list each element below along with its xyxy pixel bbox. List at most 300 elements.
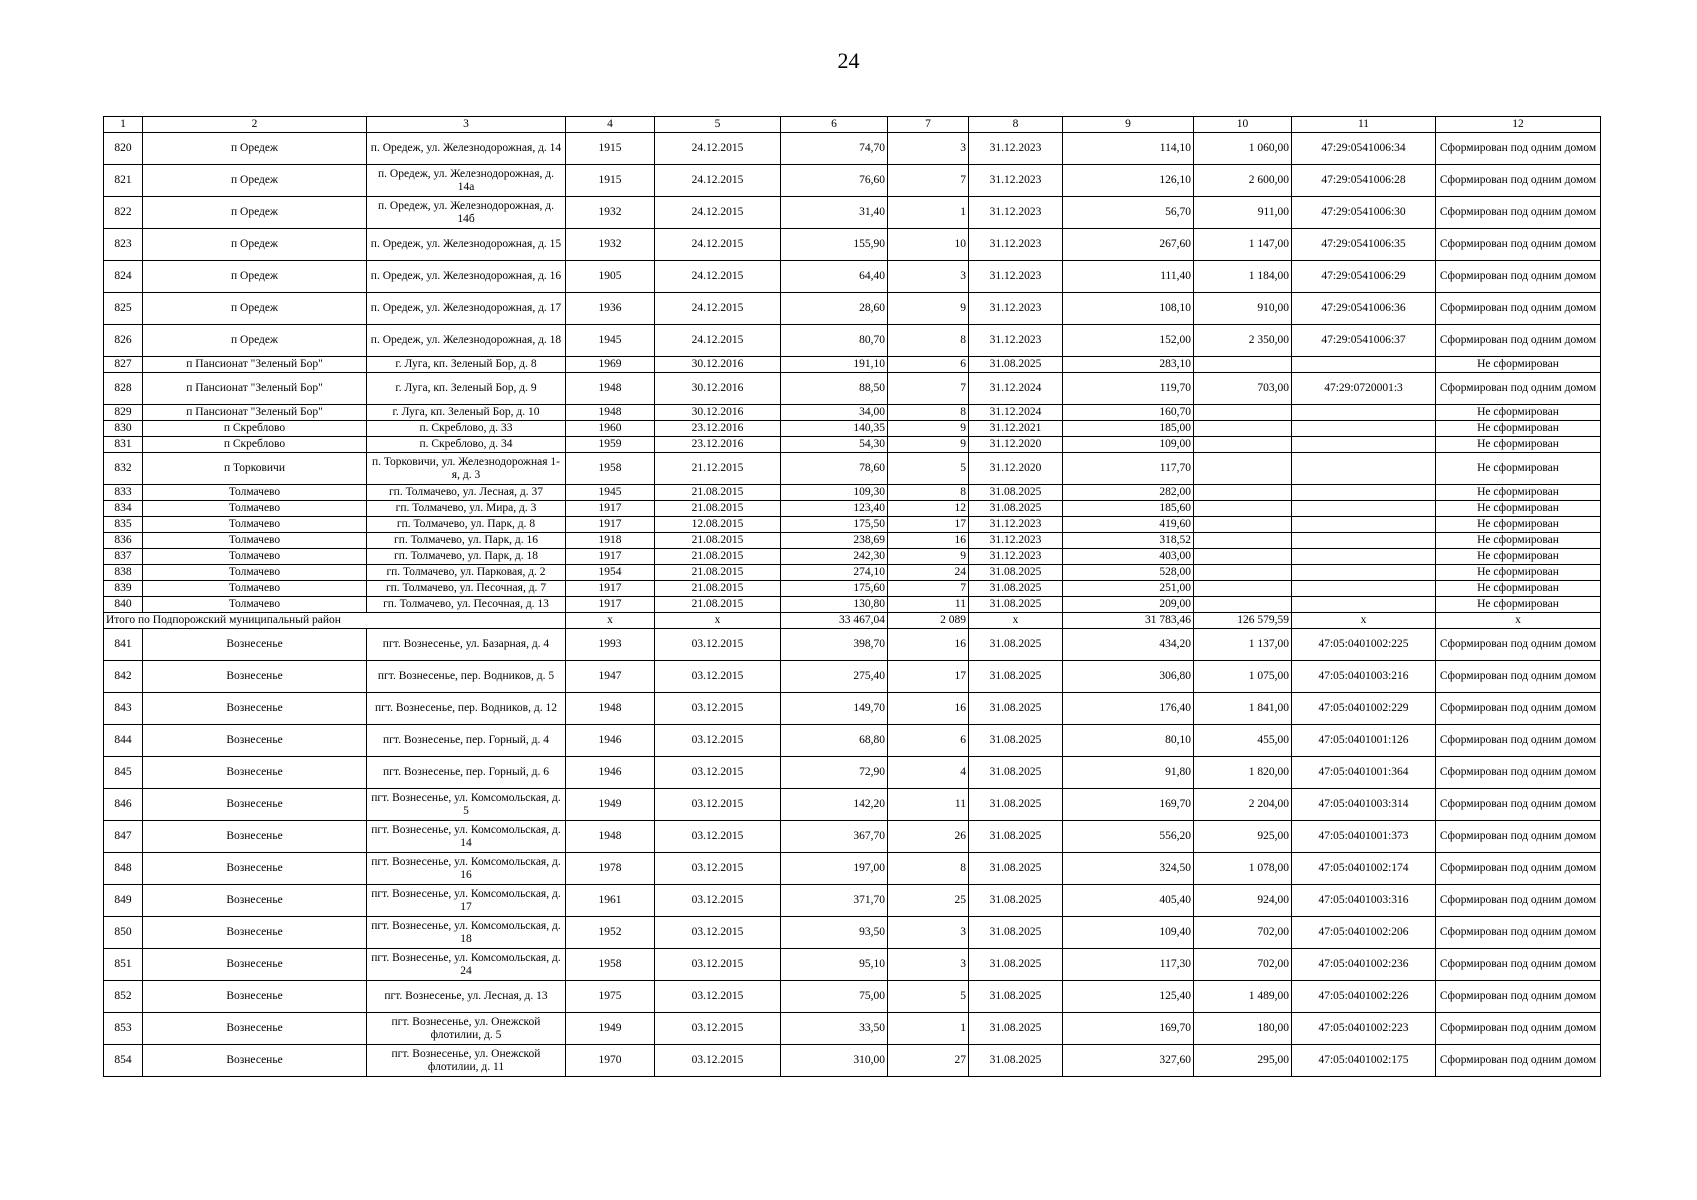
address-cell: п. Оредеж, ул. Железнодорожная, д. 15 — [367, 229, 566, 261]
cadastral-number-cell — [1292, 421, 1436, 437]
land-status-cell: Сформирован под одним домом — [1436, 261, 1601, 293]
date-cell: 21.12.2015 — [655, 453, 781, 485]
row-number-cell: 851 — [104, 949, 143, 981]
cadastral-number-cell — [1292, 405, 1436, 421]
land-area-cell — [1194, 501, 1292, 517]
area-cell: 155,90 — [781, 229, 888, 261]
land-status-cell: Сформирован под одним домом — [1436, 757, 1601, 789]
cadastral-number-cell: 47:05:0401002:175 — [1292, 1045, 1436, 1077]
deadline-cell: 31.08.2025 — [969, 789, 1063, 821]
cadastral-number-cell: 47:05:0401002:225 — [1292, 629, 1436, 661]
land-status-cell: Сформирован под одним домом — [1436, 725, 1601, 757]
date-cell: 03.12.2015 — [655, 629, 781, 661]
row-number-cell: 848 — [104, 853, 143, 885]
row-number-cell: 838 — [104, 565, 143, 581]
year-cell: 1932 — [566, 229, 655, 261]
residents-cell: 5 — [888, 453, 969, 485]
land-area-cell: 1 078,00 — [1194, 853, 1292, 885]
row-number-cell: 826 — [104, 325, 143, 357]
land-status-cell: Не сформирован — [1436, 533, 1601, 549]
land-status-cell: Не сформирован — [1436, 421, 1601, 437]
address-cell: гп. Толмачево, ул. Парк, д. 18 — [367, 549, 566, 565]
residents-cell: 7 — [888, 373, 969, 405]
residents-cell: 11 — [888, 597, 969, 613]
area-total-cell: 176,40 — [1063, 693, 1194, 725]
address-cell: пгт. Вознесенье, пер. Горный, д. 4 — [367, 725, 566, 757]
cadastral-number-cell: 47:05:0401002:174 — [1292, 853, 1436, 885]
settlement-cell: п Скреблово — [143, 437, 367, 453]
row-number-cell: 834 — [104, 501, 143, 517]
address-cell: п. Скреблово, д. 34 — [367, 437, 566, 453]
deadline-cell: 31.12.2020 — [969, 437, 1063, 453]
settlement-cell: п Оредеж — [143, 325, 367, 357]
settlement-cell: Вознесенье — [143, 853, 367, 885]
date-cell: 03.12.2015 — [655, 693, 781, 725]
deadline-cell: 31.12.2023 — [969, 229, 1063, 261]
area-total-cell: 251,00 — [1063, 581, 1194, 597]
residents-cell: 9 — [888, 549, 969, 565]
land-status-cell: Сформирован под одним домом — [1436, 133, 1601, 165]
land-status-cell: Не сформирован — [1436, 485, 1601, 501]
date-cell: 21.08.2015 — [655, 533, 781, 549]
cadastral-number-cell: 47:05:0401001:364 — [1292, 757, 1436, 789]
year-cell: 1970 — [566, 1045, 655, 1077]
cadastral-number-cell: 47:05:0401002:206 — [1292, 917, 1436, 949]
table-row — [104, 1013, 1601, 1045]
settlement-cell: Вознесенье — [143, 885, 367, 917]
area-total-cell: 126,10 — [1063, 165, 1194, 197]
residents-cell: 4 — [888, 757, 969, 789]
area-total-cell: 403,00 — [1063, 549, 1194, 565]
area-cell: 274,10 — [781, 565, 888, 581]
table-row — [104, 133, 1601, 165]
area-total-cell: 209,00 — [1063, 597, 1194, 613]
address-cell: гп. Толмачево, ул. Парковая, д. 2 — [367, 565, 566, 581]
date-cell: 21.08.2015 — [655, 501, 781, 517]
land-status-cell: Сформирован под одним домом — [1436, 821, 1601, 853]
column-number: 3 — [367, 117, 566, 133]
cadastral-number-cell — [1292, 501, 1436, 517]
deadline-cell: 31.08.2025 — [969, 485, 1063, 501]
cadastral-number-cell: 47:29:0541006:36 — [1292, 293, 1436, 325]
residents-cell: 12 — [888, 501, 969, 517]
cadastral-number-cell — [1292, 357, 1436, 373]
area-total-cell: 111,40 — [1063, 261, 1194, 293]
year-cell: 1948 — [566, 821, 655, 853]
land-status-cell: Не сформирован — [1436, 565, 1601, 581]
land-area-cell — [1194, 405, 1292, 421]
settlement-cell: Толмачево — [143, 533, 367, 549]
year-cell: 1936 — [566, 293, 655, 325]
deadline-cell: 31.08.2025 — [969, 693, 1063, 725]
area-cell: 371,70 — [781, 885, 888, 917]
row-number-cell: 822 — [104, 197, 143, 229]
land-status-cell: Не сформирован — [1436, 437, 1601, 453]
table-row — [104, 949, 1601, 981]
area-cell: 33,50 — [781, 1013, 888, 1045]
address-cell: пгт. Вознесенье, ул. Комсомольская, д. 18 — [367, 917, 566, 949]
settlement-cell: Вознесенье — [143, 725, 367, 757]
deadline-cell: 31.12.2023 — [969, 293, 1063, 325]
land-area-cell: 702,00 — [1194, 949, 1292, 981]
area-total-cell: 185,00 — [1063, 421, 1194, 437]
total-cell: 126 579,59 — [1194, 613, 1292, 629]
address-cell: пгт. Вознесенье, ул. Базарная, д. 4 — [367, 629, 566, 661]
area-total-cell: 267,60 — [1063, 229, 1194, 261]
year-cell: 1959 — [566, 437, 655, 453]
land-status-cell: Сформирован под одним домом — [1436, 693, 1601, 725]
area-cell: 175,50 — [781, 517, 888, 533]
land-area-cell: 1 060,00 — [1194, 133, 1292, 165]
total-cell: 33 467,04 — [781, 613, 888, 629]
land-status-cell: Сформирован под одним домом — [1436, 325, 1601, 357]
year-cell: 1969 — [566, 357, 655, 373]
year-cell: 1949 — [566, 789, 655, 821]
cadastral-number-cell: 47:05:0401002:229 — [1292, 693, 1436, 725]
deadline-cell: 31.12.2023 — [969, 517, 1063, 533]
date-cell: 24.12.2015 — [655, 197, 781, 229]
table-row — [104, 405, 1601, 421]
year-cell: 1945 — [566, 325, 655, 357]
deadline-cell: 31.08.2025 — [969, 949, 1063, 981]
year-cell: 1948 — [566, 405, 655, 421]
settlement-cell: Толмачево — [143, 565, 367, 581]
area-cell: 130,80 — [781, 597, 888, 613]
land-area-cell: 1 489,00 — [1194, 981, 1292, 1013]
area-total-cell: 108,10 — [1063, 293, 1194, 325]
cadastral-number-cell: 47:05:0401003:216 — [1292, 661, 1436, 693]
table-row — [104, 165, 1601, 197]
land-status-cell: Не сформирован — [1436, 405, 1601, 421]
address-cell: пгт. Вознесенье, ул. Комсомольская, д. 14 — [367, 821, 566, 853]
settlement-cell: Вознесенье — [143, 917, 367, 949]
address-cell: п. Оредеж, ул. Железнодорожная, д. 17 — [367, 293, 566, 325]
settlement-cell: п Оредеж — [143, 261, 367, 293]
residents-cell: 5 — [888, 981, 969, 1013]
total-cell: х — [969, 613, 1063, 629]
land-area-cell: 2 600,00 — [1194, 165, 1292, 197]
row-number-cell: 837 — [104, 549, 143, 565]
deadline-cell: 31.12.2024 — [969, 373, 1063, 405]
year-cell: 1918 — [566, 533, 655, 549]
row-number-cell: 831 — [104, 437, 143, 453]
address-cell: гп. Толмачево, ул. Песочная, д. 7 — [367, 581, 566, 597]
area-cell: 75,00 — [781, 981, 888, 1013]
row-number-cell: 828 — [104, 373, 143, 405]
table-row — [104, 565, 1601, 581]
column-number-row — [104, 117, 1601, 133]
year-cell: 1958 — [566, 949, 655, 981]
address-cell: п. Оредеж, ул. Железнодорожная, д. 16 — [367, 261, 566, 293]
area-cell: 191,10 — [781, 357, 888, 373]
deadline-cell: 31.12.2023 — [969, 261, 1063, 293]
land-status-cell: Сформирован под одним домом — [1436, 629, 1601, 661]
deadline-cell: 31.08.2025 — [969, 357, 1063, 373]
table-row — [104, 693, 1601, 725]
residents-cell: 17 — [888, 517, 969, 533]
year-cell: 1915 — [566, 165, 655, 197]
column-number: 8 — [969, 117, 1063, 133]
row-number-cell: 841 — [104, 629, 143, 661]
column-number: 2 — [143, 117, 367, 133]
settlement-cell: Вознесенье — [143, 629, 367, 661]
address-cell: пгт. Вознесенье, ул. Комсомольская, д. 16 — [367, 853, 566, 885]
deadline-cell: 31.08.2025 — [969, 501, 1063, 517]
residents-cell: 6 — [888, 357, 969, 373]
cadastral-number-cell: 47:29:0541006:29 — [1292, 261, 1436, 293]
residents-cell: 1 — [888, 197, 969, 229]
settlement-cell: Вознесенье — [143, 821, 367, 853]
cadastral-number-cell: 47:05:0401001:373 — [1292, 821, 1436, 853]
year-cell: 1917 — [566, 501, 655, 517]
deadline-cell: 31.08.2025 — [969, 565, 1063, 581]
cadastral-number-cell — [1292, 565, 1436, 581]
cadastral-number-cell: 47:05:0401003:314 — [1292, 789, 1436, 821]
land-area-cell: 702,00 — [1194, 917, 1292, 949]
residents-cell: 8 — [888, 853, 969, 885]
land-area-cell: 2 350,00 — [1194, 325, 1292, 357]
land-status-cell: Сформирован под одним домом — [1436, 981, 1601, 1013]
area-cell: 76,60 — [781, 165, 888, 197]
row-number-cell: 852 — [104, 981, 143, 1013]
row-number-cell: 832 — [104, 453, 143, 485]
year-cell: 1993 — [566, 629, 655, 661]
settlement-cell: Вознесенье — [143, 757, 367, 789]
land-status-cell: Сформирован под одним домом — [1436, 1045, 1601, 1077]
date-cell: 03.12.2015 — [655, 1013, 781, 1045]
address-cell: гп. Толмачево, ул. Парк, д. 16 — [367, 533, 566, 549]
land-status-cell: Не сформирован — [1436, 501, 1601, 517]
deadline-cell: 31.08.2025 — [969, 661, 1063, 693]
year-cell: 1917 — [566, 581, 655, 597]
area-total-cell: 282,00 — [1063, 485, 1194, 501]
address-cell: пгт. Вознесенье, ул. Комсомольская, д. 24 — [367, 949, 566, 981]
cadastral-number-cell: 47:29:0720001:3 — [1292, 373, 1436, 405]
row-number-cell: 842 — [104, 661, 143, 693]
column-number: 4 — [566, 117, 655, 133]
area-total-cell: 327,60 — [1063, 1045, 1194, 1077]
land-area-cell: 1 075,00 — [1194, 661, 1292, 693]
land-status-cell: Не сформирован — [1436, 453, 1601, 485]
housing-table — [103, 116, 1601, 1077]
row-number-cell: 850 — [104, 917, 143, 949]
area-cell: 93,50 — [781, 917, 888, 949]
date-cell: 03.12.2015 — [655, 821, 781, 853]
area-total-cell: 125,40 — [1063, 981, 1194, 1013]
date-cell: 23.12.2016 — [655, 421, 781, 437]
table-row — [104, 789, 1601, 821]
residents-cell: 9 — [888, 437, 969, 453]
land-area-cell — [1194, 533, 1292, 549]
land-area-cell — [1194, 421, 1292, 437]
table-row — [104, 533, 1601, 549]
area-cell: 149,70 — [781, 693, 888, 725]
residents-cell: 16 — [888, 693, 969, 725]
area-total-cell: 318,52 — [1063, 533, 1194, 549]
residents-cell: 8 — [888, 325, 969, 357]
residents-cell: 10 — [888, 229, 969, 261]
deadline-cell: 31.12.2023 — [969, 133, 1063, 165]
residents-cell: 27 — [888, 1045, 969, 1077]
page-number: 24 — [837, 48, 860, 73]
land-area-cell: 911,00 — [1194, 197, 1292, 229]
land-status-cell: Не сформирован — [1436, 357, 1601, 373]
residents-cell: 8 — [888, 485, 969, 501]
row-number-cell: 836 — [104, 533, 143, 549]
settlement-cell: Толмачево — [143, 485, 367, 501]
address-cell: г. Луга, кп. Зеленый Бор, д. 8 — [367, 357, 566, 373]
table-row — [104, 197, 1601, 229]
deadline-cell: 31.08.2025 — [969, 757, 1063, 789]
residents-cell: 17 — [888, 661, 969, 693]
table-row — [104, 229, 1601, 261]
area-cell: 28,60 — [781, 293, 888, 325]
year-cell: 1960 — [566, 421, 655, 437]
land-status-cell: Сформирован под одним домом — [1436, 165, 1601, 197]
address-cell: гп. Толмачево, ул. Парк, д. 8 — [367, 517, 566, 533]
date-cell: 24.12.2015 — [655, 133, 781, 165]
table-row — [104, 517, 1601, 533]
cadastral-number-cell — [1292, 517, 1436, 533]
row-number-cell: 823 — [104, 229, 143, 261]
total-cell: х — [1292, 613, 1436, 629]
settlement-cell: п Пансионат "Зеленый Бор" — [143, 373, 367, 405]
table-row — [104, 597, 1601, 613]
area-total-cell: 169,70 — [1063, 789, 1194, 821]
address-cell: пгт. Вознесенье, ул. Онежской флотилии, д. 11 — [367, 1045, 566, 1077]
year-cell: 1947 — [566, 661, 655, 693]
cadastral-number-cell: 47:05:0401002:223 — [1292, 1013, 1436, 1045]
land-status-cell: Сформирован под одним домом — [1436, 949, 1601, 981]
date-cell: 21.08.2015 — [655, 581, 781, 597]
year-cell: 1948 — [566, 693, 655, 725]
area-total-cell: 56,70 — [1063, 197, 1194, 229]
address-cell: г. Луга, кп. Зеленый Бор, д. 10 — [367, 405, 566, 421]
cadastral-number-cell — [1292, 581, 1436, 597]
date-cell: 03.12.2015 — [655, 725, 781, 757]
address-cell: п. Оредеж, ул. Железнодорожная, д. 14б — [367, 197, 566, 229]
deadline-cell: 31.12.2023 — [969, 549, 1063, 565]
deadline-cell: 31.08.2025 — [969, 1045, 1063, 1077]
table-row — [104, 421, 1601, 437]
residents-cell: 8 — [888, 405, 969, 421]
total-cell: х — [655, 613, 781, 629]
date-cell: 21.08.2015 — [655, 597, 781, 613]
land-area-cell: 1 137,00 — [1194, 629, 1292, 661]
land-area-cell: 295,00 — [1194, 1045, 1292, 1077]
date-cell: 12.08.2015 — [655, 517, 781, 533]
deadline-cell: 31.08.2025 — [969, 853, 1063, 885]
area-total-cell: 119,70 — [1063, 373, 1194, 405]
column-number: 10 — [1194, 117, 1292, 133]
date-cell: 03.12.2015 — [655, 789, 781, 821]
column-number: 11 — [1292, 117, 1436, 133]
land-area-cell: 180,00 — [1194, 1013, 1292, 1045]
cadastral-number-cell: 47:05:0401003:316 — [1292, 885, 1436, 917]
residents-cell: 9 — [888, 293, 969, 325]
cadastral-number-cell: 47:05:0401002:226 — [1292, 981, 1436, 1013]
year-cell: 1975 — [566, 981, 655, 1013]
area-total-cell: 528,00 — [1063, 565, 1194, 581]
table-row — [104, 917, 1601, 949]
settlement-cell: п Оредеж — [143, 133, 367, 165]
area-total-cell: 324,50 — [1063, 853, 1194, 885]
deadline-cell: 31.12.2023 — [969, 325, 1063, 357]
table-row — [104, 453, 1601, 485]
year-cell: 1958 — [566, 453, 655, 485]
area-cell: 34,00 — [781, 405, 888, 421]
land-area-cell: 703,00 — [1194, 373, 1292, 405]
area-total-cell: 109,40 — [1063, 917, 1194, 949]
table-row — [104, 261, 1601, 293]
land-area-cell — [1194, 437, 1292, 453]
area-total-cell: 306,80 — [1063, 661, 1194, 693]
area-total-cell: 91,80 — [1063, 757, 1194, 789]
year-cell: 1917 — [566, 597, 655, 613]
residents-cell: 25 — [888, 885, 969, 917]
settlement-cell: Вознесенье — [143, 693, 367, 725]
deadline-cell: 31.12.2020 — [969, 453, 1063, 485]
area-cell: 109,30 — [781, 485, 888, 501]
settlement-cell: п Оредеж — [143, 165, 367, 197]
year-cell: 1954 — [566, 565, 655, 581]
row-number-cell: 839 — [104, 581, 143, 597]
row-number-cell: 854 — [104, 1045, 143, 1077]
cadastral-number-cell: 47:05:0401001:126 — [1292, 725, 1436, 757]
land-area-cell — [1194, 517, 1292, 533]
column-number: 9 — [1063, 117, 1194, 133]
land-area-cell: 910,00 — [1194, 293, 1292, 325]
area-total-cell: 117,70 — [1063, 453, 1194, 485]
area-cell: 68,80 — [781, 725, 888, 757]
table-row — [104, 357, 1601, 373]
date-cell: 30.12.2016 — [655, 373, 781, 405]
date-cell: 24.12.2015 — [655, 165, 781, 197]
residents-cell: 3 — [888, 917, 969, 949]
table-row — [104, 853, 1601, 885]
area-total-cell: 434,20 — [1063, 629, 1194, 661]
address-cell: п. Скреблово, д. 33 — [367, 421, 566, 437]
land-area-cell — [1194, 597, 1292, 613]
row-number-cell: 853 — [104, 1013, 143, 1045]
column-number: 5 — [655, 117, 781, 133]
settlement-cell: п Оредеж — [143, 229, 367, 261]
table-row — [104, 373, 1601, 405]
table-row — [104, 437, 1601, 453]
area-total-cell: 283,10 — [1063, 357, 1194, 373]
land-status-cell: Сформирован под одним домом — [1436, 293, 1601, 325]
area-cell: 88,50 — [781, 373, 888, 405]
date-cell: 03.12.2015 — [655, 661, 781, 693]
area-total-cell: 185,60 — [1063, 501, 1194, 517]
area-cell: 31,40 — [781, 197, 888, 229]
table-row — [104, 885, 1601, 917]
year-cell: 1952 — [566, 917, 655, 949]
residents-cell: 11 — [888, 789, 969, 821]
land-status-cell: Не сформирован — [1436, 517, 1601, 533]
area-total-cell: 117,30 — [1063, 949, 1194, 981]
settlement-cell: Вознесенье — [143, 1013, 367, 1045]
settlement-cell: Вознесенье — [143, 661, 367, 693]
row-number-cell: 825 — [104, 293, 143, 325]
land-status-cell: Сформирован под одним домом — [1436, 229, 1601, 261]
cadastral-number-cell — [1292, 437, 1436, 453]
address-cell: гп. Толмачево, ул. Лесная, д. 37 — [367, 485, 566, 501]
settlement-cell: Вознесенье — [143, 949, 367, 981]
area-cell: 95,10 — [781, 949, 888, 981]
settlement-cell: Толмачево — [143, 501, 367, 517]
land-area-cell: 455,00 — [1194, 725, 1292, 757]
